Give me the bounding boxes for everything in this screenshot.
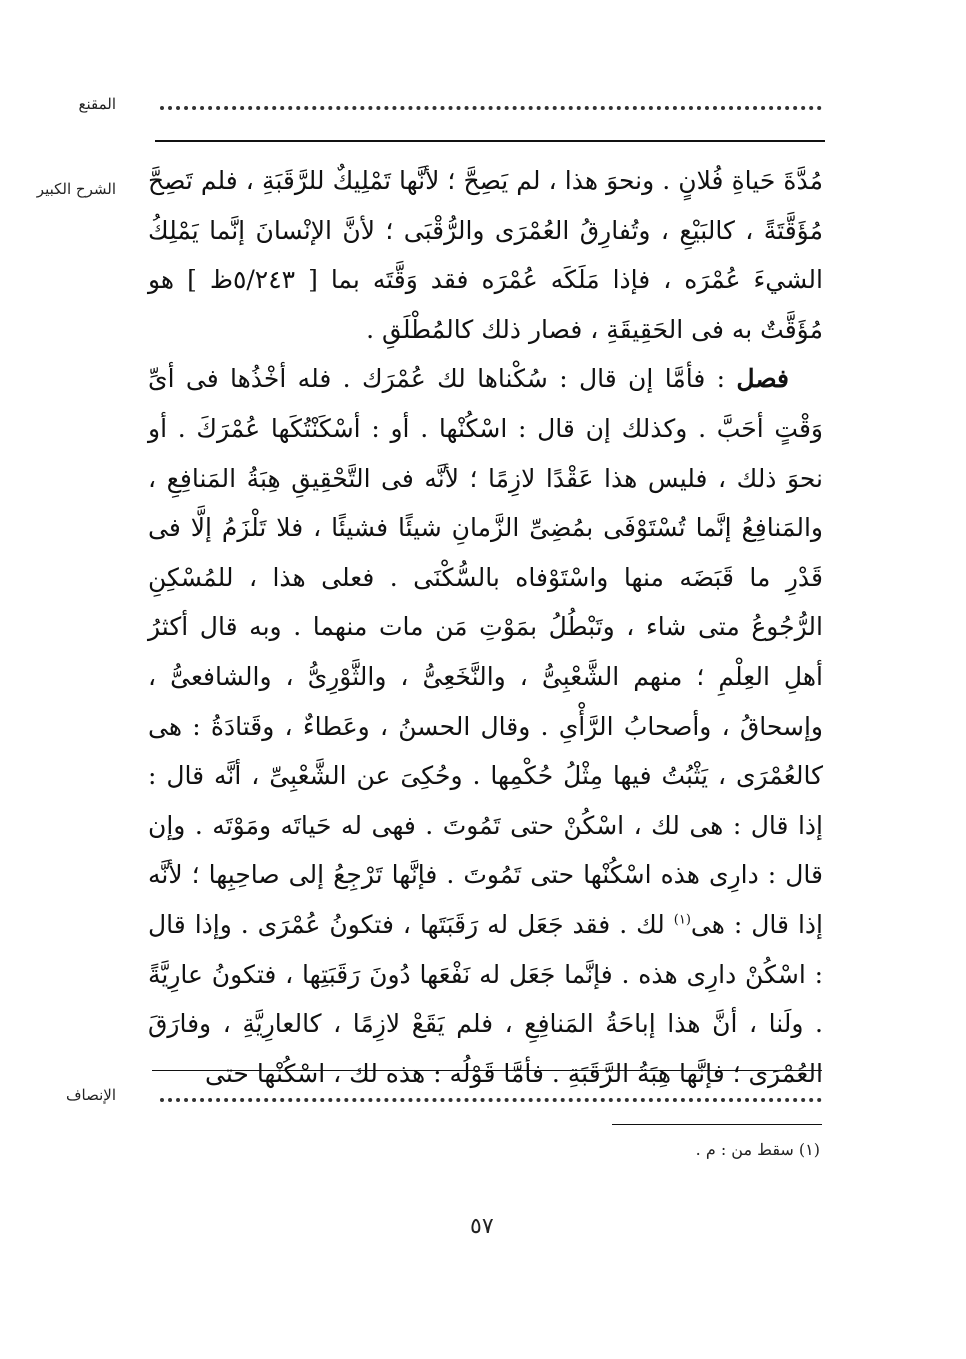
paragraph-2-body: : فأمَّا إن قال : سُكْناها لك عُمْرَك . فله أخْذُها فى أىِّ وَقْتٍ أحَبَّ . وكذلك إن قال : اسْكُنْها . أو : أسْكَنْتُكَها عُمْرَكَ . أو نحوَ ذلك ، فليس هذا عَقْدًا لازِمًا ؛ لأنَّه فى التَّحْقِيقِ هِبَةُ المَنافِعِ ، والمَنافِعُ إنَّما تُسْتَوْفَى بمُضِىِّ الزَّمانِ شيئًا فشيئًا ، فلا تَلْزَمُ إلَّا فى قَدْرِ ما قَبَضَه منها واسْتَوْفاه بالسُّكْنَى . فعلى هذا ، للمُسْكِنِ الرُّجُوعُ متى شاء ، وتَبْطُلُ بمَوْتِ مَن مات منهما . وبه قال أكثرُ أهلِ العِلْمِ ؛ منهم الشَّعْبِىُّ ، والنَّخَعِىُّ ، والثَّوْرِىُّ ، والشافعىُّ ، وإسحاقُ ، وأصحابُ الرَّأْىِ . وقال الحسنُ ، وعَطاءٌ ، وقَتادَةُ : هى كالعُمْرَى ، يَثْبُتُ فيها مِثْلُ حُكْمِها . وحُكِىَ عن الشَّعْبِىِّ ، أنَّه قال : إذا قال : هى لك ، اسْكُنْ حتى تَمُوتَ . فهى له حَياتَه ومَوْتَه . وإن قال : دارِى هذه اسْكُنْها حتى تَمُوتَ . فإنَّها تَرْجِعُ إلى صاحِبِها ؛ لأنَّه إذا قال : هى [148, 364, 823, 939]
insaf-label: الإنصاف [65, 1086, 116, 1104]
paragraph-1: مُدَّةَ حَياةِ فُلانٍ . ونحوَ هذا ، لم يَصِحَّ ؛ لأنَّها تَمْلِيكٌ للرَّقَبَةِ ، فلم تَصِحَّ مُؤَقَّتَةً ، كالبَيْعِ ، وتُفارِقُ العُمْرَى والرُّقْبَى ؛ لأنَّ الإنْسانَ إنَّما يَمْلِكُ الشيءَ عُمْرَه ، فإذا مَلَكَه عُمْرَه فقد وَقَّتَه بما [ ٥/٢٤٣ظ ] هو مُؤَقَّتٌ به فى الحَقِيقَةِ ، فصار ذلك كالمُطْلَقِ . [148, 166, 823, 344]
insaf-dotted-line [160, 1088, 822, 1102]
muqni-label: المقنع [78, 95, 116, 113]
muqni-dotted-line [160, 96, 822, 110]
insaf-rule [152, 1070, 822, 1071]
footnote-text: (١) سقط من : م . [695, 1140, 820, 1159]
commentary-label: الشرح الكبير [36, 180, 116, 198]
page-number: ٥٧ [470, 1214, 494, 1239]
paragraph-2 [148, 354, 823, 1098]
main-text [148, 156, 823, 1098]
footnote-rule [612, 1124, 822, 1125]
section-heading: فصل [736, 364, 789, 394]
header-rule [155, 140, 825, 142]
paragraph-2-tail: لك . فقد جَعَل له رَقَبَتَها ، فتكونُ عُمْرَى . وإذا قال : اسْكُنْ دارِى هذه . فإنَّما جَعَل له نَفْعَها دُونَ رَقَبَتِها ، فتكونُ عارِيَّةً . ولَنا ، أنَّ هذا إباحَةُ المَنافِعِ ، فلم يَقَعْ لازِمًا ، كالعارِيَّةِ ، وفارَقَ العُمْرَى ؛ فإنَّها هِبَةُ الرَّقَبَةِ . فأمَّا قَوْلُه : هذه لك ، اسْكُنْها حتى [148, 909, 823, 1088]
footnote-marker: (١) [673, 912, 691, 928]
